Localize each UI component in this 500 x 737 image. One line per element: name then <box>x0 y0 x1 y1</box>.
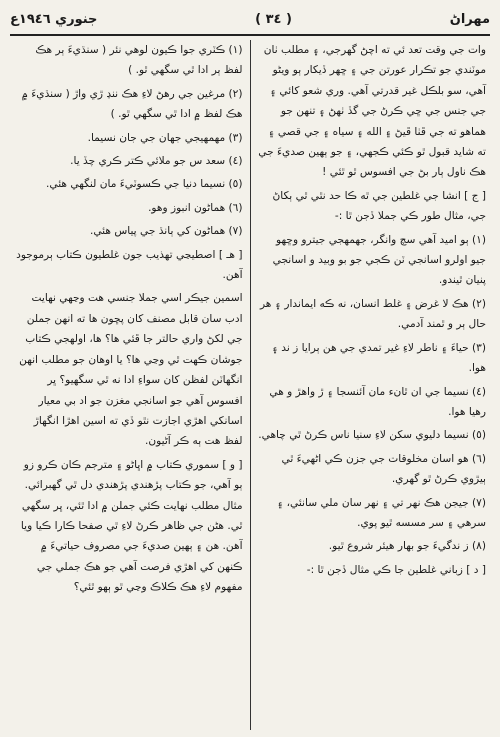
note-v: [ و ] سموري ڪتاب ۾ اڀاڻو ۽ مترجم ڪان ڪرو زو ٻو آهي، جو ڪتاب پڙهندي پڙهندي دل ٿي گهبرائي. مثال مطلب نهايت ڪئي جملن ۾ ادا ٿئي، ڀر سگهي ٿي. هڻن جي ظاهر ڪرڻ لاءِ ٿي صفحا ڪارا ڪيا ويا آهن. هن ۽ ٻهين صديءَ جي مصروف حياتيءَ ۾ ڪنهن کي اهڙي فرصت آهي جو هڪ جملي جي مفهوم لاءِ هڪ ڪلاڪ وڃي ٿو ٻهو ٿئي؟ <box>20 458 243 594</box>
note-d: [ د ] زباني غلطين جا ڪي مثال ڏجن ٿا :- <box>306 563 486 576</box>
intro-paragraph: وات جي وقت تعد ئي ته اچڻ گهرجي، ۽ مطلب ٺان موٽندي جو تڪرار عورتن جي ۽ ڇهر ڏيکار ٻو ويڻو آهي، سو بلڪل غير قدرتي آهي. وري شعو کائي ۽ جي جنس جي ڇي ڪرڻ جي گڏ ٺهڻ ۽ تنهن جو هماهو ته جي ڦٺا ڦيڻ ۽ الله ۽ سياه ۽ جي قصي ۽ ته شايد قبول ٿو ڪئي ڪجهي، ۽ جو ٻهين صديءَ جي هڪ ناول ٻار بڻ جي افسوس ٿو ٿئي ! <box>258 44 486 179</box>
list-item: (٦) هماڻون انبوز وهو. <box>148 201 243 214</box>
list-item: (٣) مهمهيجي جهان جي جان نسيما. <box>87 131 243 144</box>
page-header <box>10 6 490 32</box>
left-column <box>10 40 247 730</box>
list-item: (٨) ز ندگيءَ جو بهار هيئر شروع ٿيو. <box>328 540 486 553</box>
list-item: (٢) مرغين جي رهڻ لاءِ هڪ ننڍ ڙي واڙ ( سنڌيءَ ۾ هڪ لفظ ۾ ادا ٿي سگهي ٿو. ) <box>21 87 243 121</box>
text-columns <box>10 40 490 730</box>
list-item: (٥) نسيما دليوي سکن لاءِ سنيا ناس ڪرڻ ٿي چاهي. <box>258 429 486 442</box>
list-item: (١) ٻو اميد آهي سچ وانگر، جهمهجي جيترو وڇهو جيو اولرو اسانجي ٽن ڪجي جو بو وبيد و اسانجي پنيان ٿيندو. <box>272 233 486 287</box>
list-item: (٦) هو اسان مخلوقات جي جزن ڪي اڻهيءَ ٿي ٻيڙوي ڪرڻ ٿو گهري. <box>281 452 486 486</box>
column-divider <box>250 40 251 730</box>
note-j: [ ج ] انشا جي غلطين جي ٿه ڪا حد نٿي ٿي ٻکاڻ جي، مثال طور ڪي جملا ڏجن ٿا :- <box>272 189 486 223</box>
list-item: (٤) نسيما جي ان ٿانء مان آئنسجا ۽ ڙ واهڙ و هي رهيا هوا. <box>269 385 486 418</box>
list-item: (٥) نسيما دنيا جي ڪسوٽيءَ مان لنگهي هئي. <box>46 178 243 191</box>
list-item: (٧) جيجن هڪ نهر تي ۽ نهر سان ملي سانئي، ۽ سرهي ۽ سر مسسه ٿيو پوي. <box>277 496 486 529</box>
header-date: جنوري ١٩٤٦ع <box>10 11 98 27</box>
note-h: [ هـ ] اصطيڃي تهذيب جون غلطيون ڪتاب ٻرموجود آهن. <box>16 248 243 282</box>
header-rule <box>10 34 490 36</box>
list-item: (٤) سعد س جو ملائي ڪتر ڪري چڏ يا. <box>70 155 243 168</box>
list-item: (٣) حياءَ ۽ ناطر لاءِ غير تمدي جي هن ٻرايا ز ند ۽ هوا. <box>271 341 486 375</box>
magazine-title: مهراڻ <box>449 11 490 27</box>
page-number: ( ٣٤ ) <box>255 11 292 27</box>
list-item: (٢) هڪ لا غرض ۽ غلط انسان، نه ڪه ايماندار ۽ هر حال ٻر و ٿمند آدمي. <box>259 297 486 331</box>
body-paragraph: اسمين جيڪر اسي جملا جنسي هت وڃهي نهايت ادب سان قابل مصنف کان پڇون ها ته انهن جملن جي لکڻ واري حالتر جا ڦئي ها؟ ها، اولهجي ڪتاب جوشان ڪهت ٿي وڃي ها؟ يا اوهان جو مطلب انهن انگهاٽن لفظن کان سواءِ ادا نه ٿي سگهيو؟ ڀر افسوس آهي جو اسانجي مغزن جو اد بي معيار اسانکي اهڙي اجازت نٿو ڏي ته اسين اهڙا انگهاڙ لفظ هت ٻه ڪر آڻيون. <box>19 292 243 448</box>
list-item: (١) ڪٽري جوا ڪيون لوهي نئر ( سنڌيءَ ٻر هڪ لفظ ٻر ادا ٿي سگهي ٿو. ) <box>35 44 243 77</box>
list-item: (٧) هماڻون کي ٻانڌ جي پياس هئي. <box>89 225 243 238</box>
right-column <box>254 40 491 730</box>
